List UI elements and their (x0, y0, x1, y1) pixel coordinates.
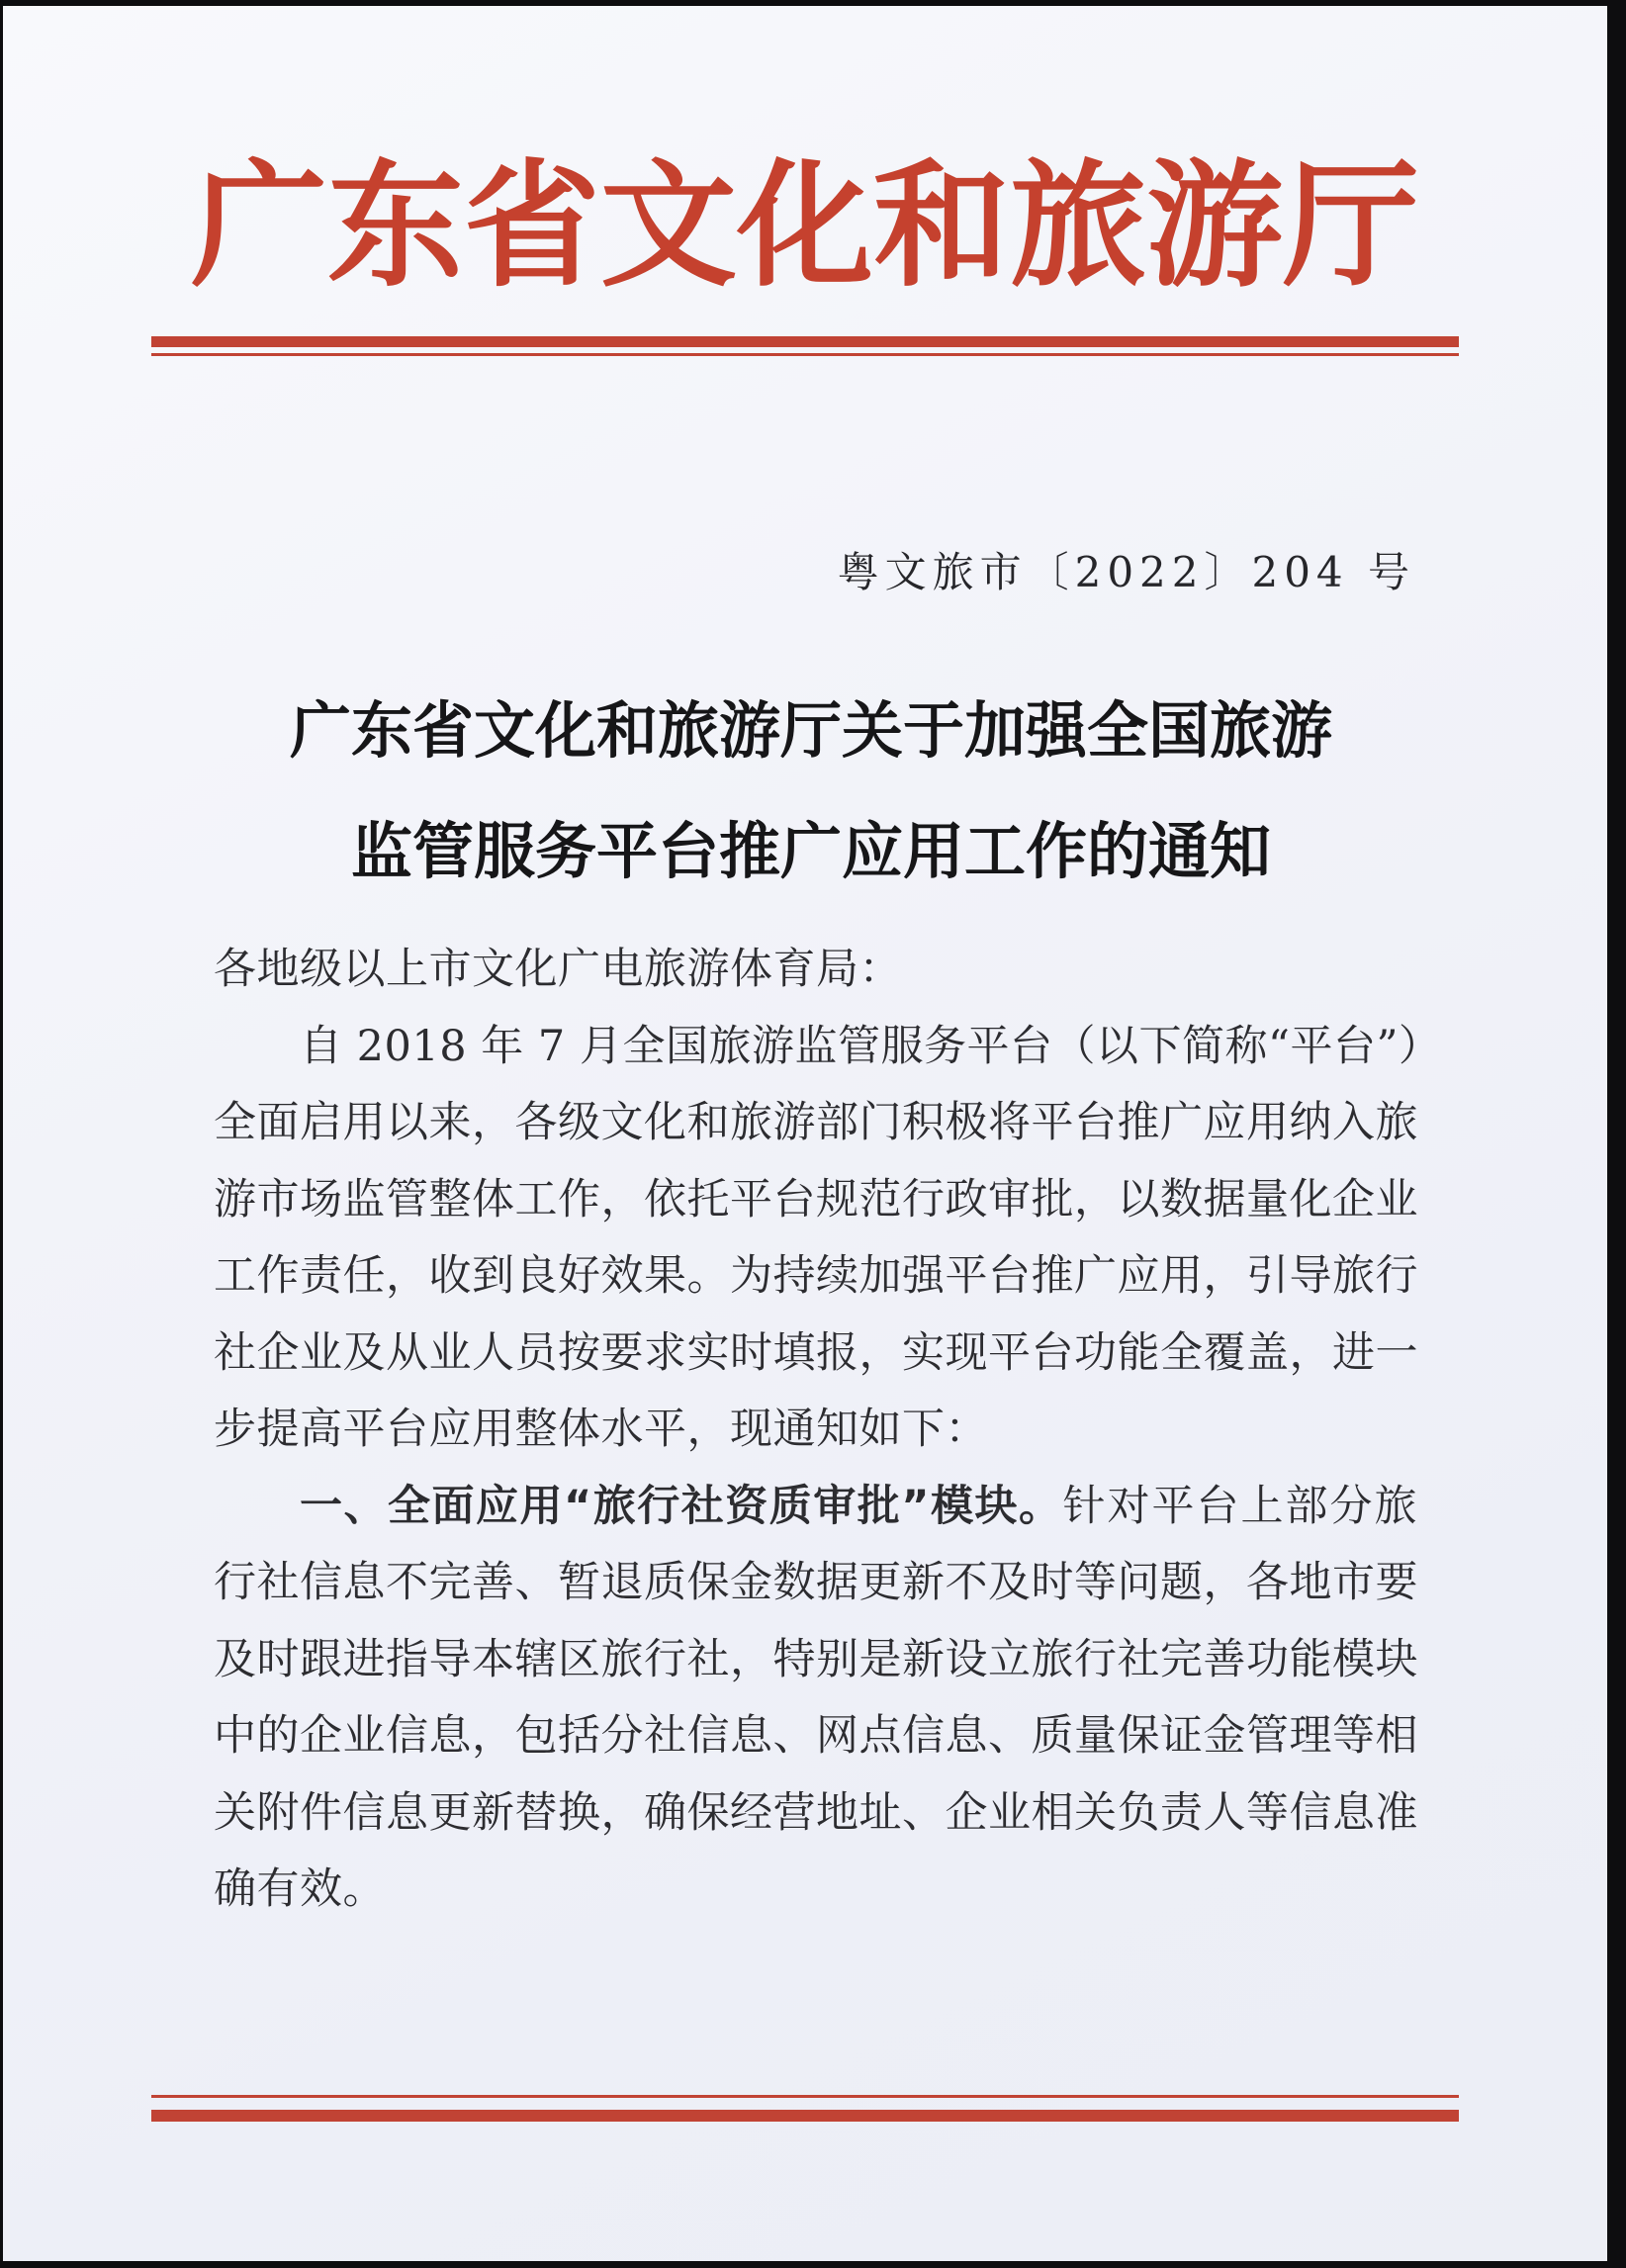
footer-rule-thin (151, 2095, 1459, 2098)
body-line: 工作责任，收到良好效果。为持续加强平台推广应用，引导旅行 (214, 1251, 1418, 1301)
letterhead-rule-thin (151, 353, 1459, 356)
document-title-line-2: 监管服务平台推广应用工作的通知 (350, 815, 1271, 887)
document-body (214, 932, 1442, 1929)
body-line: 社企业及从业人员按要求实时填报，实现平台功能全覆盖，进一 (214, 1327, 1418, 1378)
document-title (15, 671, 1607, 912)
letterhead-agency-title: 广东省文化和旅游厅 (190, 144, 1419, 306)
document-page (3, 6, 1607, 2261)
body-line: 步提高平台应用整体水平，现通知如下： (214, 1405, 988, 1454)
document-title-line-1: 广东省文化和旅游厅关于加强全国旅游 (289, 694, 1332, 767)
footer-rule-thick (151, 2110, 1459, 2122)
body-line: 全面启用以来，各级文化和旅游部门积极将平台推广应用纳入旅 (214, 1098, 1418, 1147)
body-line: 行社信息不完善、暂退质保金数据更新不及时等问题，各地市要 (214, 1558, 1418, 1607)
body-line: 各地级以上市文化广电旅游体育局： (214, 945, 902, 994)
body-line: 游市场监管整体工作，依托平台规范行政审批，以数据量化企业 (214, 1174, 1418, 1225)
document-number: 粤文旅市〔2022〕204 号 (837, 548, 1415, 596)
body-line: 中的企业信息，包括分社信息、网点信息、质量保证金管理等相 (214, 1711, 1418, 1761)
body-line-bold-segment: 一、全面应用“旅行社资质审批”模块。 (300, 1481, 1063, 1531)
body-line: 及时跟进指导本辖区旅行社，特别是新设立旅行社完善功能模块 (214, 1634, 1418, 1684)
letterhead-rule-thick (151, 336, 1459, 347)
body-line: 关附件信息更新替换，确保经营地址、企业相关负责人等信息准 (214, 1787, 1418, 1838)
body-line: 一、全面应用“旅行社资质审批”模块。针对平台上部分旅 (300, 1481, 1417, 1531)
body-line: 确有效。 (214, 1864, 386, 1914)
body-line: 自 2018 年 7 月全国旅游监管服务平台（以下简称“平台”） (300, 1021, 1442, 1071)
